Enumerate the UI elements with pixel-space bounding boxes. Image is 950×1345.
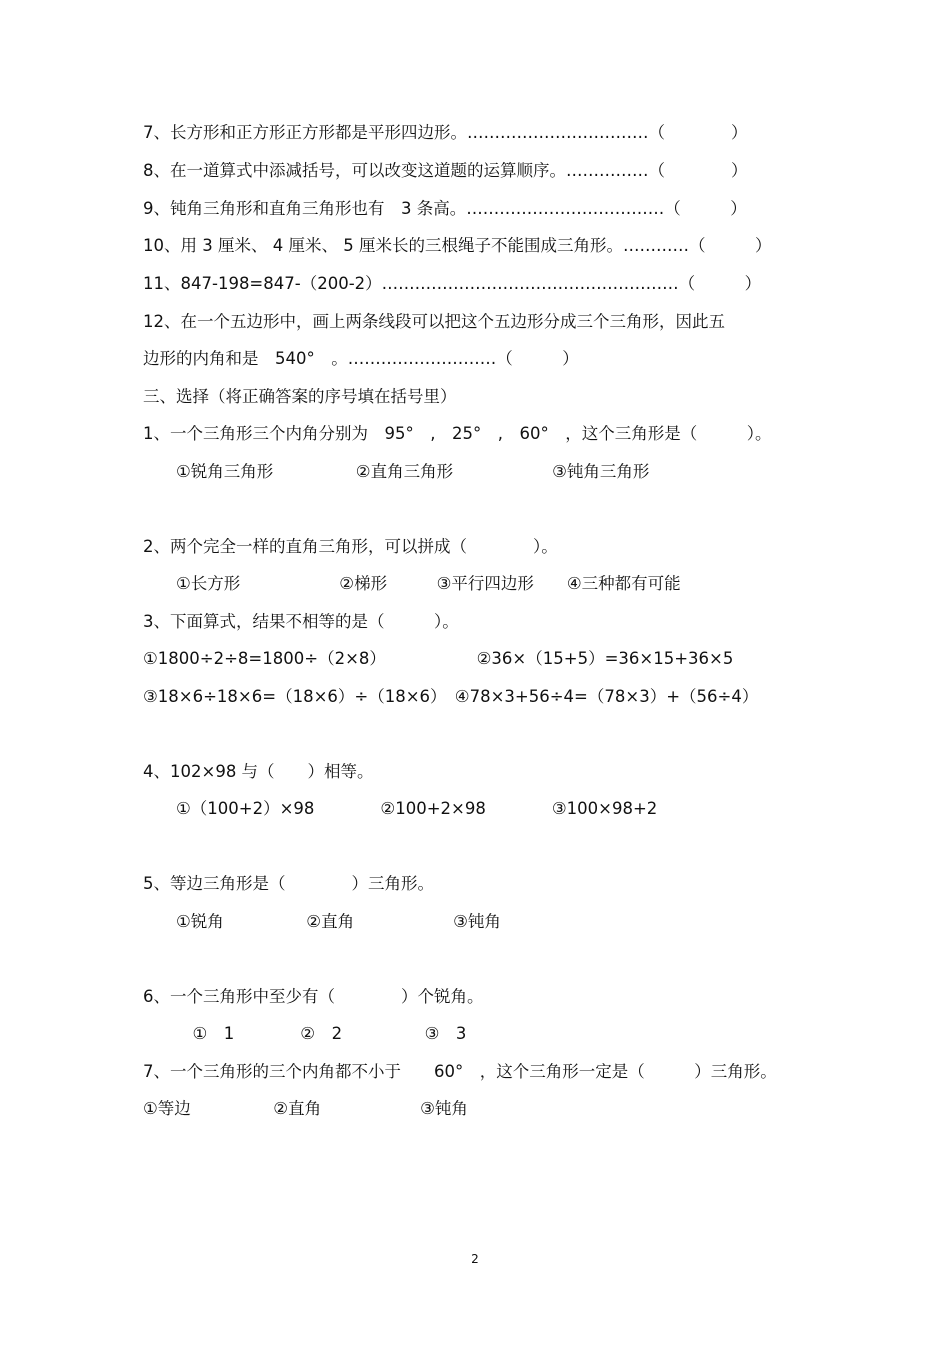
judgment-item-9: 9、钝角三角形和直角三角形也有 3 条高。………………………………（ ） (143, 199, 747, 218)
page-number: 2 (471, 1252, 479, 1266)
choice-options-2: ①长方形 ②梯形 ③平行四边形 ④三种都有可能 (143, 574, 681, 593)
choice-question-5: 5、等边三角形是（ ）三角形。 (143, 874, 434, 893)
judgment-item-8: 8、在一道算式中添减括号，可以改变这道题的运算顺序。……………（ ） (143, 161, 748, 180)
judgment-item-10: 10、用 3 厘米、 4 厘米、 5 厘米长的三根绳子不能围成三角形。…………（ ） (143, 236, 772, 255)
choice-options-6: ① 1 ② 2 ③ 3 (143, 1024, 467, 1043)
choice-question-2: 2、两个完全一样的直角三角形，可以拼成（ ）。 (143, 537, 558, 556)
choice-question-4: 4、102×98 与（ ）相等。 (143, 762, 374, 781)
choice-options-3a: ①1800÷2÷8=1800÷（2×8） ②36×（15+5）=36×15+36×5 (143, 649, 734, 668)
choice-options-1: ①锐角三角形 ②直角三角形 ③钝角三角形 (143, 462, 650, 481)
choice-options-5: ①锐角 ②直角 ③钝角 (143, 912, 501, 931)
judgment-item-7: 7、长方形和正方形正方形都是平形四边形。……………………………（ ） (143, 123, 748, 142)
choice-question-1: 1、一个三角形三个内角分别为 95° , 25° , 60° ，这个三角形是（ ）。 (143, 424, 772, 443)
choice-question-7: 7、一个三角形的三个内角都不小于 60° ，这个三角形一定是（ ）三角形。 (143, 1062, 777, 1081)
choice-options-4: ①（100+2）×98 ②100+2×98 ③100×98+2 (143, 799, 658, 818)
choice-options-3b: ③18×6÷18×6=（18×6）÷（18×6） ④78×3+56÷4=（78×3）+（56÷4） (143, 687, 759, 706)
choice-question-6: 6、一个三角形中至少有（ ）个锐角。 (143, 987, 484, 1006)
choice-question-3: 3、下面算式，结果不相等的是（ ）。 (143, 612, 459, 631)
judgment-item-11: 11、847-198=847-（200-2）………………………………………………（ ） (143, 274, 762, 293)
judgment-item-12: 12、在一个五边形中，画上两条线段可以把这个五边形分成三个三角形，因此五 (143, 312, 725, 331)
section-heading-choice: 三、选择（将正确答案的序号填在括号里） (143, 387, 457, 406)
choice-options-7: ①等边 ②直角 ③钝角 (143, 1099, 468, 1118)
judgment-item-12-cont: 边形的内角和是 540° 。………………………（ ） (143, 349, 579, 368)
